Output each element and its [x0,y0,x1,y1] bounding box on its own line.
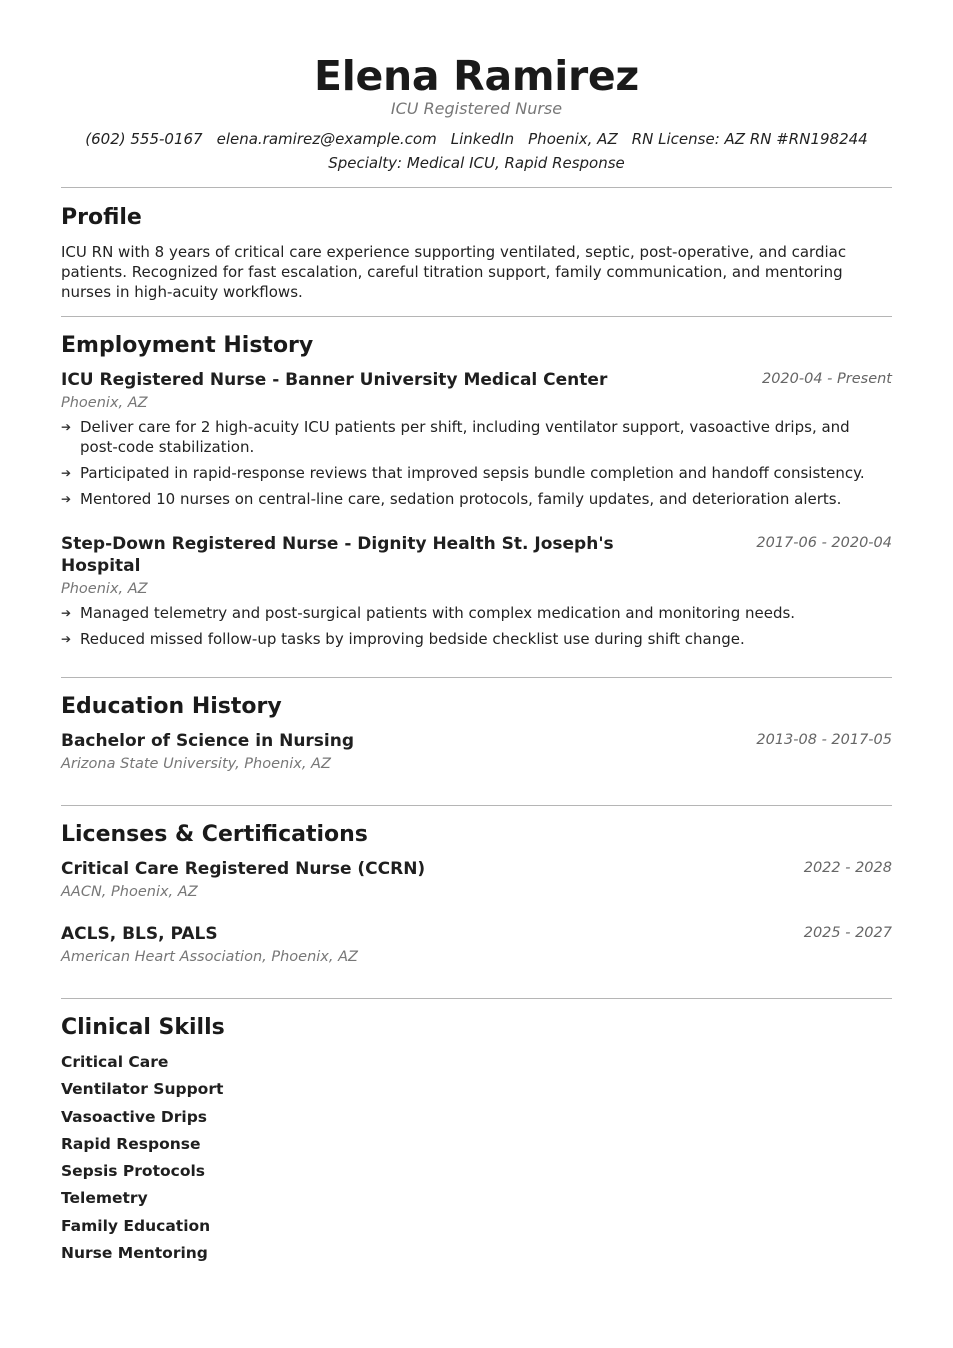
arrow-right-icon: ➔ [61,492,72,506]
education-entry [61,730,892,774]
job-bullets [61,417,892,509]
candidate-name: Elena Ramirez [313,52,639,100]
license-name: ACLS, BLS, PALS [61,924,218,944]
skill-item: Nurse Mentoring [61,1244,208,1263]
section-title-education: Education History [61,694,282,719]
arrow-right-icon: ➔ [61,420,72,434]
skills-section [61,999,892,1267]
job-title: ICU Registered Nurse - Banner University Medical Center [61,370,608,390]
arrow-right-icon: ➔ [61,466,72,480]
job-bullets [61,603,892,649]
section-title-skills: Clinical Skills [61,1015,225,1040]
job-location: Phoenix, AZ [61,395,148,411]
arrow-right-icon: ➔ [61,606,72,620]
license-issuer: AACN, Phoenix, AZ [61,884,198,900]
skill-item: Telemetry [61,1189,148,1208]
licenses-section [61,806,892,967]
license-name: Critical Care Registered Nurse (CCRN) [61,859,426,879]
skill-item: Vasoactive Drips [61,1107,208,1126]
job-date: 2020-04 - Present [761,371,892,387]
specialty-line: Specialty: Medical ICU, Rapid Response [328,154,625,172]
bullet-item: ➔ Participated in rapid-response reviews that improved sepsis bundle completion and handoff consistency. [61,464,865,482]
contact-line [61,127,892,151]
skill-item: Rapid Response [61,1134,201,1153]
skill-item: Critical Care [61,1053,169,1071]
profile-section [61,188,892,302]
section-title-employment: Employment History [61,333,314,358]
resume-page [61,0,892,1267]
contact-location: Phoenix, AZ [528,130,618,148]
skill-item: Family Education [61,1216,211,1235]
candidate-headline: ICU Registered Nurse [390,99,563,118]
bullet-item: ➔ Deliver care for 2 high-acuity ICU patients per shift, including ventilator support, vasoactive drips, and post-code stabilization. [61,418,850,456]
job-entry [61,533,892,649]
contact-license: RN License: AZ RN #RN198244 [631,130,868,148]
license-entry [61,923,892,967]
job-entry [61,369,892,509]
license-date: 2022 - 2028 [803,860,892,876]
job-title: Step-Down Registered Nurse - Dignity Health St. Joseph's Hospital [61,534,614,576]
contact-linkedin-link[interactable]: LinkedIn [450,130,515,148]
bullet-item: ➔ Reduced missed follow-up tasks by improving bedside checklist use during shift change. [61,630,745,648]
bullet-item: ➔ Mentored 10 nurses on central-line care, sedation protocols, family updates, and deterioration alerts. [61,490,842,508]
job-location: Phoenix, AZ [61,581,148,597]
license-entry [61,858,892,902]
contact-email[interactable]: elena.ramirez@example.com [216,130,437,148]
section-title-licenses: Licenses & Certifications [61,822,368,847]
arrow-right-icon: ➔ [61,632,72,646]
resume-header [61,0,892,175]
school-name: Arizona State University, Phoenix, AZ [61,756,331,772]
section-title-profile: Profile [61,205,142,230]
profile-summary: ICU RN with 8 years of critical care experience supporting ventilated, septic, post-operative, and cardiac patients. Recognized for fast escalation, careful titration support, family communication, and mentoring nurses in high-acuity workflows. [61,243,847,301]
license-date: 2025 - 2027 [803,925,892,941]
job-date: 2017-06 - 2020-04 [756,535,892,551]
employment-section [61,317,892,649]
skill-item: Sepsis Protocols [61,1162,206,1181]
skills-list [61,1049,892,1267]
license-issuer: American Heart Association, Phoenix, AZ [61,949,358,965]
contact-phone: (602) 555-0167 [85,130,203,148]
education-date: 2013-08 - 2017-05 [756,732,892,748]
bullet-item: ➔ Managed telemetry and post-surgical patients with complex medication and monitoring needs. [61,604,796,622]
skill-item: Ventilator Support [61,1080,224,1099]
degree-title: Bachelor of Science in Nursing [61,731,355,751]
education-section [61,678,892,774]
